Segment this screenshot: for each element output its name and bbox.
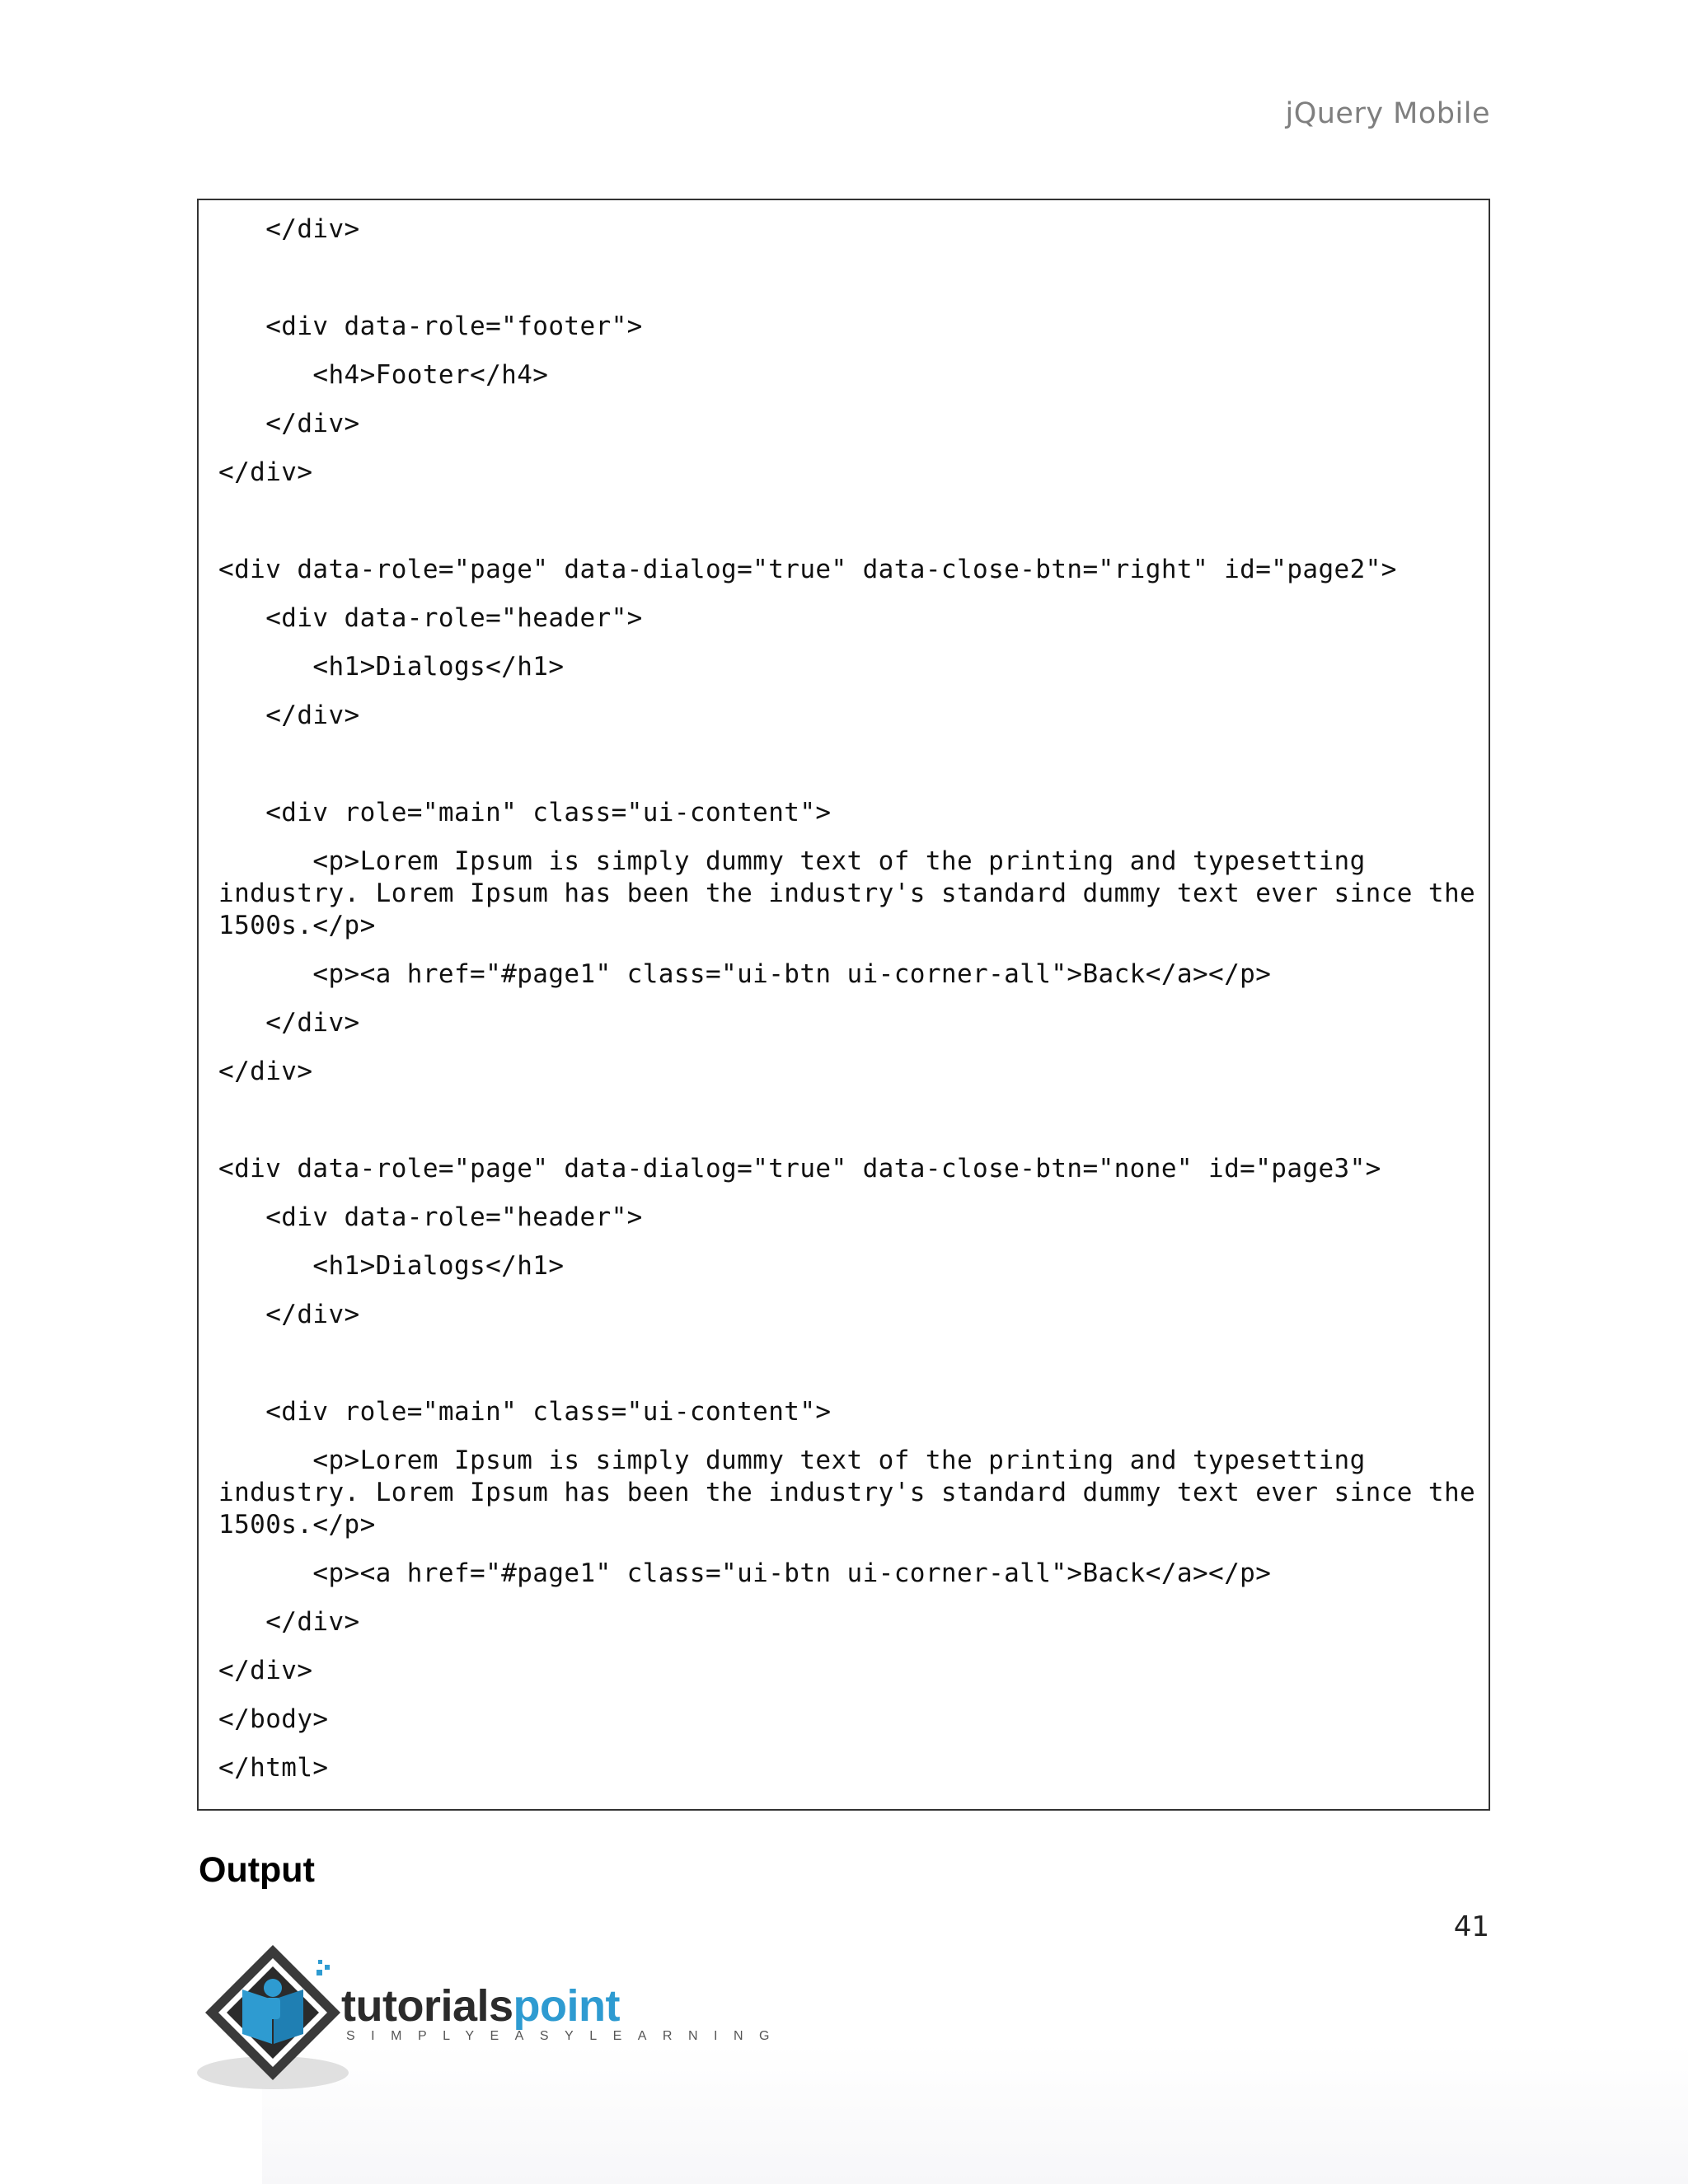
code-line: </div> bbox=[218, 214, 360, 244]
code-line: </div> bbox=[218, 1656, 313, 1685]
code-line: </div> bbox=[218, 1607, 360, 1637]
code-line: <div role="main" class="ui-content"> bbox=[218, 1397, 832, 1427]
code-line: <div data-role="page" data-dialog="true" data-close-btn="none" id="page3"> bbox=[218, 1154, 1381, 1183]
code-line: </div> bbox=[218, 409, 360, 438]
code-line: <div data-role="header"> bbox=[218, 1202, 643, 1232]
logo-word-tutorials: tutorials bbox=[341, 1981, 513, 2031]
code-line: <h1>Dialogs</h1> bbox=[218, 652, 565, 682]
code-line: 1500s.</p> bbox=[218, 1510, 376, 1540]
code-line: </div> bbox=[218, 701, 360, 730]
code-line: 1500s.</p> bbox=[218, 911, 376, 940]
logo-word-point: point bbox=[513, 1981, 620, 2031]
code-line: industry. Lorem Ipsum has been the industry's standard dummy text ever since the bbox=[218, 1478, 1476, 1507]
code-line: </div> bbox=[218, 1008, 360, 1038]
code-line: <div data-role="footer"> bbox=[218, 312, 643, 341]
running-header-title: jQuery Mobile bbox=[1285, 97, 1490, 130]
code-line: </div> bbox=[218, 1057, 313, 1086]
code-line: <p>Lorem Ipsum is simply dummy text of the printing and typesetting bbox=[218, 1446, 1366, 1475]
code-line: <p><a href="#page1" class="ui-btn ui-corner-all">Back</a></p> bbox=[218, 959, 1272, 989]
logo-wordmark bbox=[341, 1983, 620, 2029]
code-line: <h1>Dialogs</h1> bbox=[218, 1251, 565, 1281]
code-line: <div data-role="page" data-dialog="true" data-close-btn="right" id="page2"> bbox=[218, 555, 1397, 584]
section-heading-output: Output bbox=[199, 1850, 315, 1890]
code-line: </html> bbox=[218, 1753, 329, 1783]
code-line: <p><a href="#page1" class="ui-btn ui-corner-all">Back</a></p> bbox=[218, 1558, 1272, 1588]
code-line: </body> bbox=[218, 1704, 329, 1734]
code-line: <div role="main" class="ui-content"> bbox=[218, 798, 832, 827]
code-line: <h4>Footer</h4> bbox=[218, 360, 549, 390]
code-line: <p>Lorem Ipsum is simply dummy text of the printing and typesetting bbox=[218, 846, 1366, 876]
code-line: </div> bbox=[218, 457, 313, 487]
logo-tagline: SIMPLYEASYLEARNING bbox=[346, 2029, 785, 2043]
code-line: industry. Lorem Ipsum has been the industry's standard dummy text ever since the bbox=[218, 879, 1476, 908]
page-number: 41 bbox=[1453, 1910, 1489, 1943]
code-line: <div data-role="header"> bbox=[218, 603, 643, 633]
code-line: </div> bbox=[218, 1300, 360, 1329]
